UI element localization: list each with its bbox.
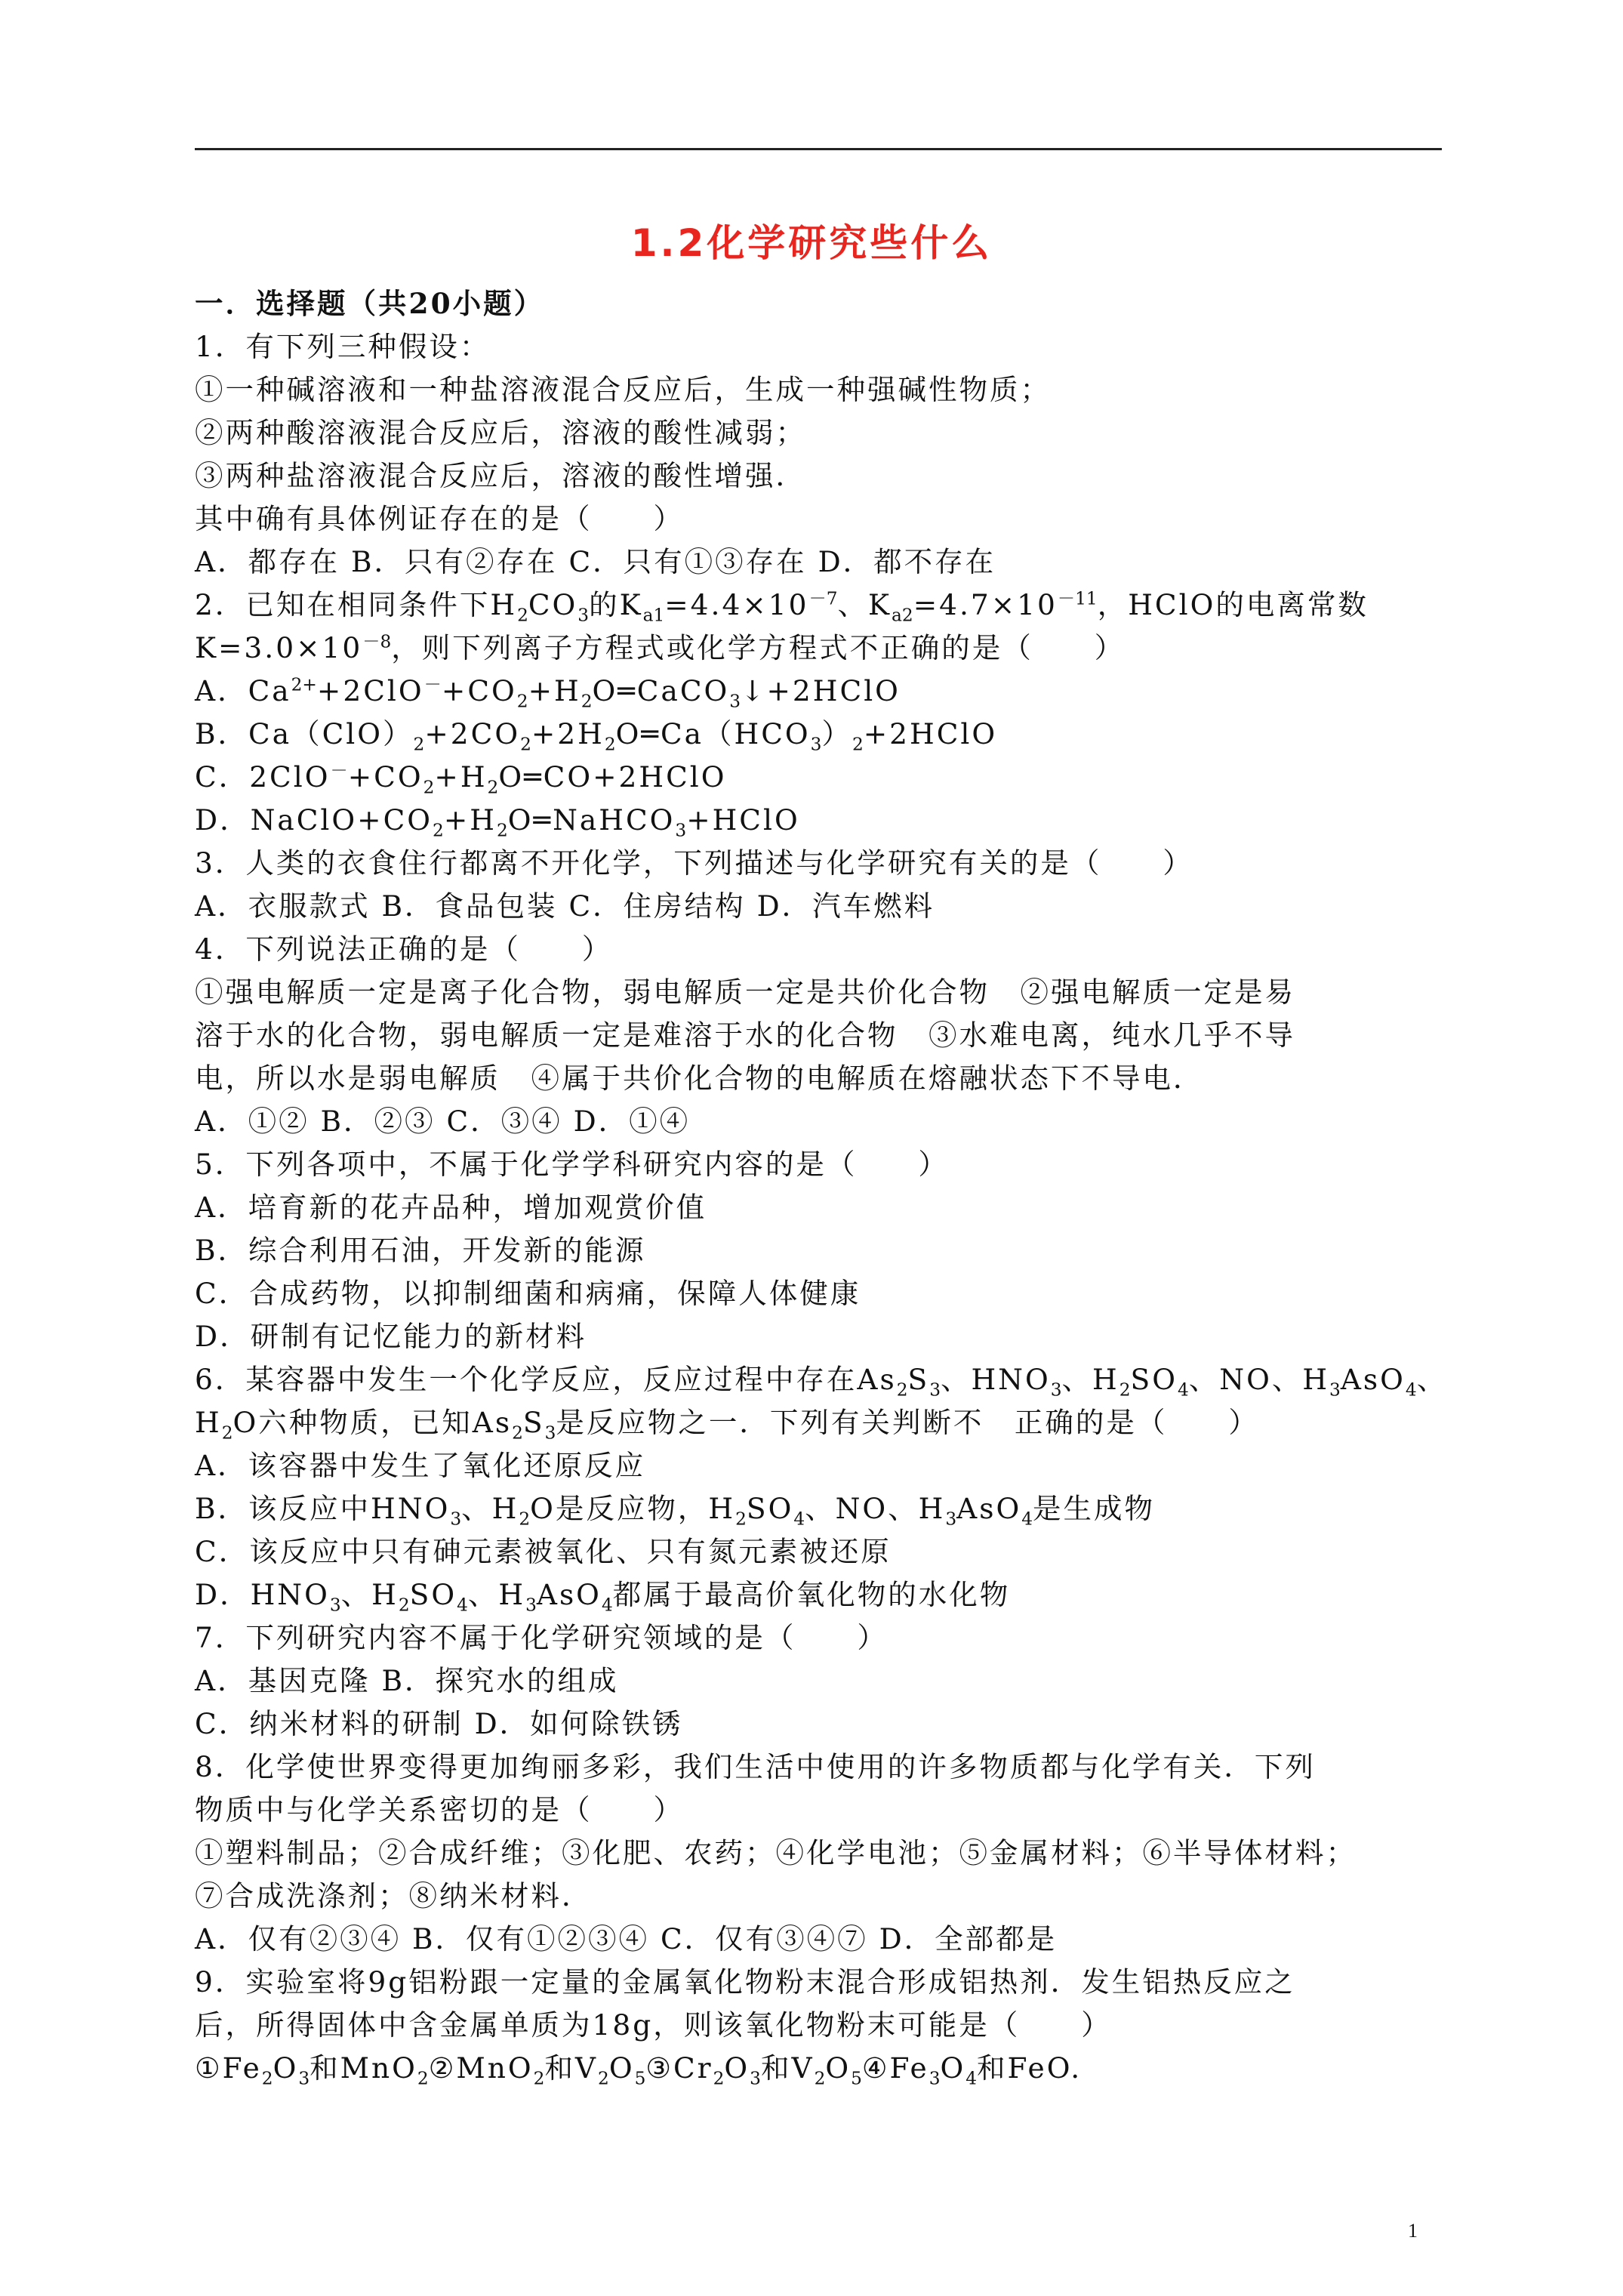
text-line: 电，所以水是弱电解质 ④属于共价化合物的电解质在熔融状态下不导电． [195,1062,1204,1095]
text-line: C．合成药物，以抑制细菌和病痛，保障人体健康 [195,1277,861,1310]
text-line: D．研制有记忆能力的新材料 [195,1320,587,1353]
text-line: ①一种碱溶液和一种盐溶液混合反应后，生成一种强碱性物质； [195,373,1051,406]
text-line: A．$Ca^{2+}+2ClO^-+CO_2+H_2O═CaCO_3↓+2HClO$ [195,674,901,712]
text-line: 物质中与化学关系密切的是（ ） [195,1793,684,1826]
text-line: D．$NaClO+CO_2+H_2O═NaHCO_3+HClO$ [195,803,800,841]
text-line: ⑦合成洗涤剂；⑧纳米材料． [195,1879,593,1912]
text-line: C．该反应中只有砷元素被氧化、只有氮元素被还原 [195,1535,892,1568]
text-line: 5．下列各项中，不属于化学学科研究内容的是（ ） [195,1148,949,1181]
text-line: 4．下列说法正确的是（ ） [195,932,613,966]
text-line: 6．某容器中发生一个化学反应，反应过程中存在$As_2S_3$、$HNO_3$、$H_2SO_4$、NO、$H_3AsO_4$、 [195,1363,1448,1401]
text-line: 9．实验室将9g铝粉跟一定量的金属氧化物粉末混合形成铝热剂．发生铝热反应之 [195,1965,1295,1999]
text-line: ①强电解质一定是离子化合物，弱电解质一定是共价化合物 ②强电解质一定是易 [195,975,1295,1009]
document-body [195,282,1448,2090]
text-line: A．该容器中发生了氧化还原反应 [195,1449,646,1482]
text-line: A．基因克隆 B．探究水的组成 [195,1664,619,1697]
text-line: A．都存在 B．只有②存在 C．只有①③存在 D．都不存在 [195,545,996,578]
text-line: 后，所得固体中含金属单质为18g，则该氧化物粉末可能是（ ） [195,2008,1112,2042]
text-line: A．仅有②③④ B．仅有①②③④ C．仅有③④⑦ D．全部都是 [195,1922,1058,1955]
text-line: $K=3.0\times 10^{-8}$，则下列离子方程式或化学方程式不正确的是（ ） [195,631,1126,664]
text-line: ①塑料制品；②合成纤维；③化肥、农药；④化学电池；⑤金属材料；⑥半导体材料； [195,1836,1357,1869]
text-line: 溶于水的化合物，弱电解质一定是难溶于水的化合物 ③水难电离，纯水几乎不导 [195,1019,1295,1052]
text-line: C．$2ClO^-+CO_2+H_2O═CO+2HClO$ [195,760,727,798]
text-line: 其中确有具体例证存在的是（ ） [195,502,684,535]
text-line: 7．下列研究内容不属于化学研究领域的是（ ） [195,1621,888,1654]
text-line: ②两种酸溶液混合反应后，溶液的酸性减弱； [195,416,806,449]
text-line: A．衣服款式 B．食品包装 C．住房结构 D．汽车燃料 [195,889,935,923]
text-line: A．培育新的花卉品种，增加观赏价值 [195,1191,707,1224]
text-line: 8．化学使世界变得更加绚丽多彩，我们生活中使用的许多物质都与化学有关．下列 [195,1750,1316,1783]
page-title: 1.2化学研究些什么 [630,221,993,265]
text-line: 3．人类的衣食住行都离不开化学，下列描述与化学研究有关的是（ ） [195,846,1193,880]
text-line: ③两种盐溶液混合反应后，溶液的酸性增强． [195,459,806,492]
text-line: C．纳米材料的研制 D．如何除铁锈 [195,1707,683,1740]
page-number: 1 [1408,2220,1418,2242]
header-rule [195,148,1442,150]
text-line: D．$HNO_3$、$H_2SO_4$、$H_3AsO_4$都属于最高价氧化物的水化物 [195,1578,1011,1616]
text-line: B．综合利用石油，开发新的能源 [195,1234,646,1267]
text-line: $H_2O$六种物质，已知$As_2S_3$是反应物之一．下列有关判断不 正确的是（ ） [195,1406,1259,1444]
text-line: 2．已知在相同条件下$H_2CO_3$的$K_{a1}=4.4\times 10^{-7}$、$K_{a2}=4.7\times 10^{-11}$，HClO的电离常数 [195,588,1369,626]
text-line: $①Fe_2O_3$和MnO$_2$②MnO$_2$和$V_2O_5③Cr_2O_3$和$V_2O_5④Fe_3O_4$和FeO. [195,2051,1083,2089]
text-line: B．该反应中$HNO_3$、$H_2O$是反应物，$H_2SO_4$、NO、$H_3AsO_4$是生成物 [195,1492,1156,1530]
section-heading: 一．选择题（共20小题） [195,287,545,320]
text-line: B．$Ca(ClO)_2+2CO_2+2H_2O═Ca(HCO_3)_2+2HClO$ [195,717,998,755]
text-line: A．①② B．②③ C．③④ D．①④ [195,1105,691,1138]
text-line: 1．有下列三种假设： [195,330,491,363]
